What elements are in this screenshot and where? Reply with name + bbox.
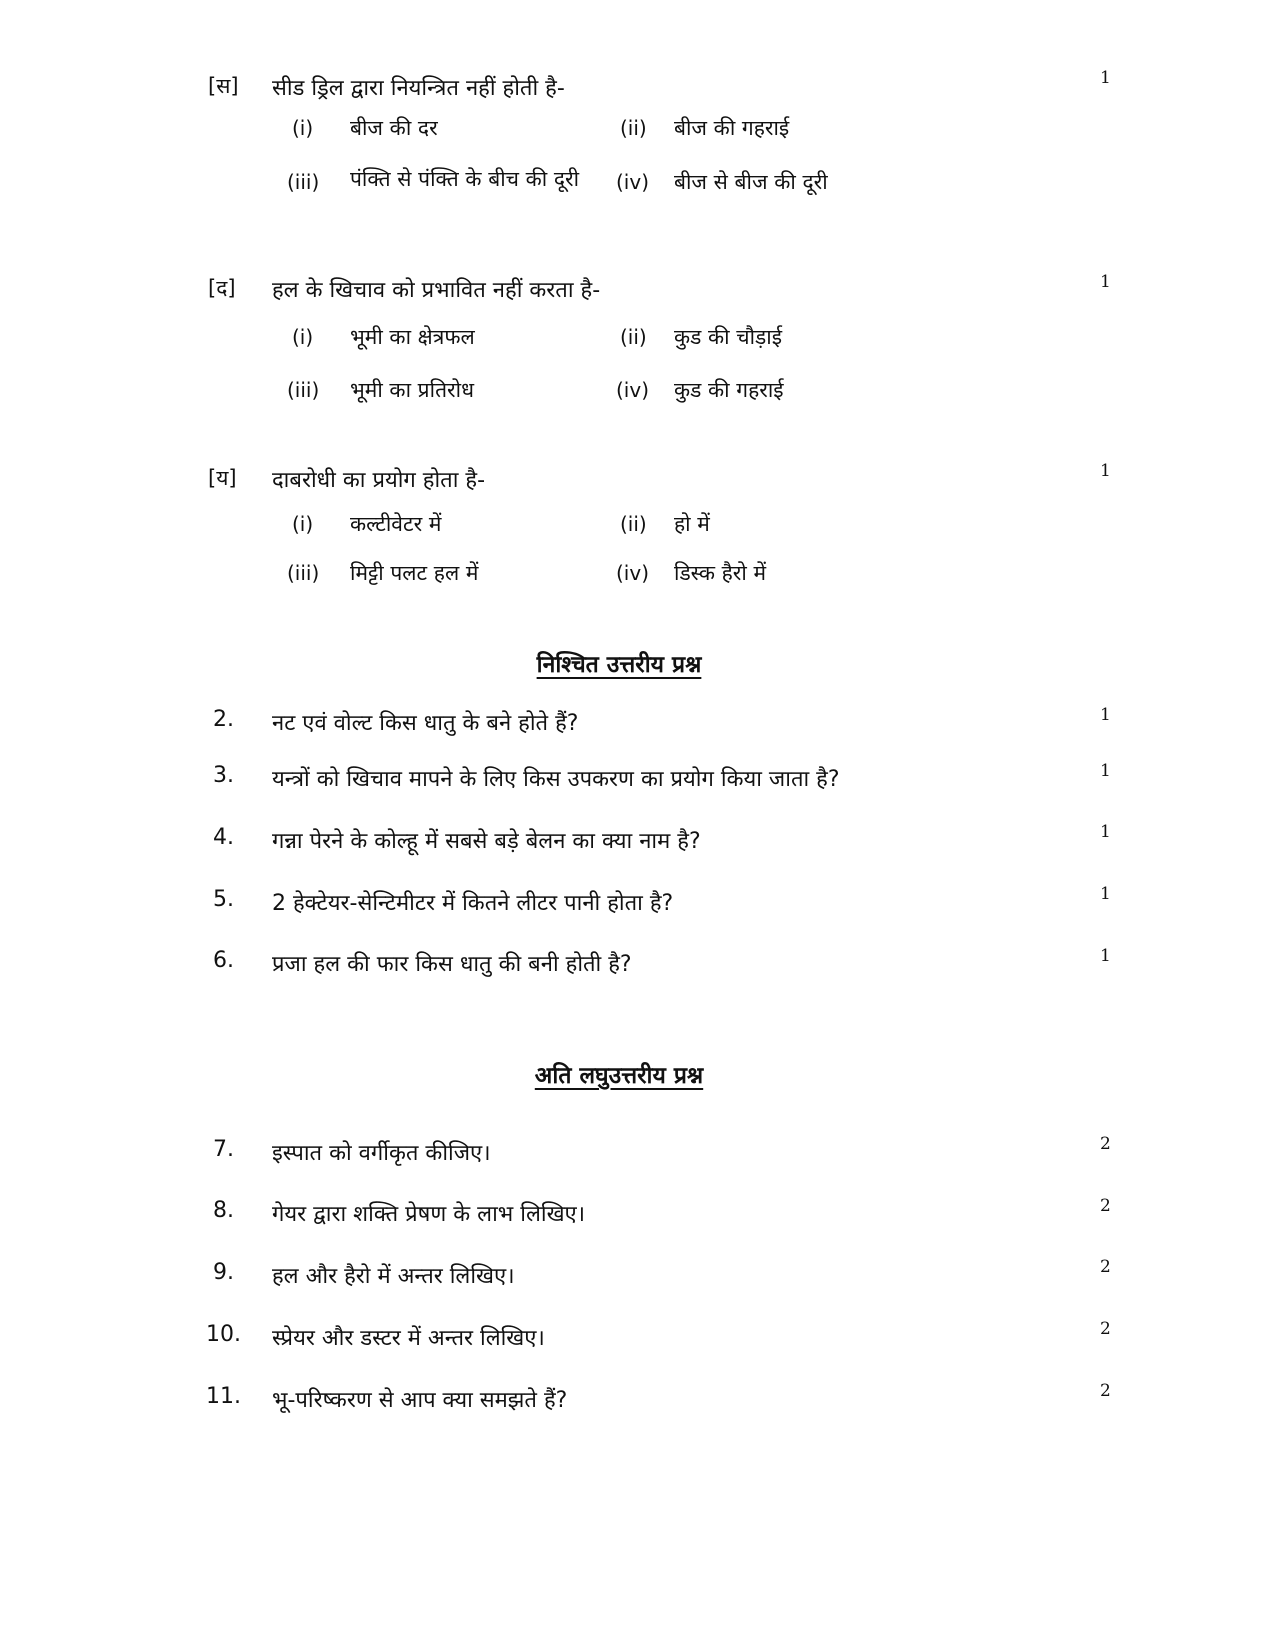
question-number: 8. xyxy=(213,1198,234,1223)
question-number: 7. xyxy=(213,1137,234,1162)
question-text: दाबरोधी का प्रयोग होता है- xyxy=(272,468,486,493)
question-marks: 1 xyxy=(1100,461,1111,481)
question-marks: 1 xyxy=(1100,272,1111,292)
question-text: गन्ना पेरने के कोल्हू में सबसे बड़े बेलन का क्या नाम है? xyxy=(272,829,701,854)
question-number: 5. xyxy=(213,887,234,912)
question-marks: 2 xyxy=(1100,1319,1111,1339)
option-text: कुड की चौड़ाई xyxy=(674,325,783,349)
option-number: (iii) xyxy=(287,378,320,402)
option-number: (i) xyxy=(292,512,314,536)
question-marks: 2 xyxy=(1100,1257,1111,1277)
question-text: प्रजा हल की फार किस धातु की बनी होती है? xyxy=(272,952,632,977)
question-number: 6. xyxy=(213,948,234,973)
question-text: सीड ड्रिल द्वारा नियन्त्रित नहीं होती है- xyxy=(272,76,565,101)
option-number: (iv) xyxy=(616,561,649,585)
option-number: (iii) xyxy=(287,170,320,194)
question-number: 4. xyxy=(213,825,234,850)
question-marks: 1 xyxy=(1100,822,1111,842)
option-number: (i) xyxy=(292,116,314,140)
question-number: 9. xyxy=(213,1260,234,1285)
question-text: स्प्रेयर और डस्टर में अन्तर लिखिए। xyxy=(272,1326,545,1351)
option-text: कल्टीवेटर में xyxy=(350,512,442,536)
question-text: इस्पात को वर्गीकृत कीजिए। xyxy=(272,1141,491,1166)
option-text: भूमी का प्रतिरोध xyxy=(350,378,474,402)
question-text: हल के खिचाव को प्रभावित नहीं करता है- xyxy=(272,278,601,303)
option-text: डिस्क हैरो में xyxy=(674,561,767,585)
option-text: मिट्टी पलट हल में xyxy=(350,561,479,585)
question-marks: 2 xyxy=(1100,1381,1111,1401)
question-number: 11. xyxy=(206,1384,241,1409)
option-number: (ii) xyxy=(620,325,647,349)
question-marks: 2 xyxy=(1100,1196,1111,1216)
option-number: (iv) xyxy=(616,378,649,402)
question-marks: 1 xyxy=(1100,884,1111,904)
question-number: 10. xyxy=(206,1322,241,1347)
question-marks: 1 xyxy=(1100,946,1111,966)
question-text: यन्त्रों को खिचाव मापने के लिए किस उपकरण का प्रयोग किया जाता है? xyxy=(272,767,840,792)
option-text: बीज की गहराई xyxy=(674,116,790,140)
option-text: बीज की दर xyxy=(350,116,438,140)
option-text: हो में xyxy=(674,512,710,536)
option-number: (iii) xyxy=(287,561,320,585)
section-heading: अति लघुउत्तरीय प्रश्न xyxy=(534,1063,704,1089)
question-text: भू-परिष्करण से आप क्या समझते हैं? xyxy=(272,1388,568,1413)
option-number: (ii) xyxy=(620,116,647,140)
option-text: बीज से बीज की दूरी xyxy=(674,170,828,194)
question-marks: 1 xyxy=(1100,705,1111,725)
question-number: 2. xyxy=(213,707,234,732)
question-label: [स] xyxy=(208,74,239,98)
question-label: [य] xyxy=(208,466,237,490)
section-heading: निश्चित उत्तरीय प्रश्न xyxy=(536,652,702,678)
option-number: (iv) xyxy=(616,170,649,194)
question-marks: 2 xyxy=(1100,1134,1111,1154)
question-text: गेयर द्वारा शक्ति प्रेषण के लाभ लिखिए। xyxy=(272,1202,586,1227)
question-marks: 1 xyxy=(1100,68,1111,88)
option-text: पंक्ति से पंक्ति के बीच की दूरी xyxy=(350,167,580,191)
question-number: 3. xyxy=(213,763,234,788)
question-text: 2 हेक्टेयर-सेन्टिमीटर में कितने लीटर पानी होता है? xyxy=(272,891,674,916)
question-label: [द] xyxy=(208,276,236,300)
question-text: हल और हैरो में अन्तर लिखिए। xyxy=(272,1264,515,1289)
option-text: कुड की गहराई xyxy=(674,378,784,402)
option-number: (i) xyxy=(292,325,314,349)
option-number: (ii) xyxy=(620,512,647,536)
question-marks: 1 xyxy=(1100,761,1111,781)
option-text: भूमी का क्षेत्रफल xyxy=(350,325,475,349)
question-text: नट एवं वोल्ट किस धातु के बने होते हैं? xyxy=(272,711,579,736)
